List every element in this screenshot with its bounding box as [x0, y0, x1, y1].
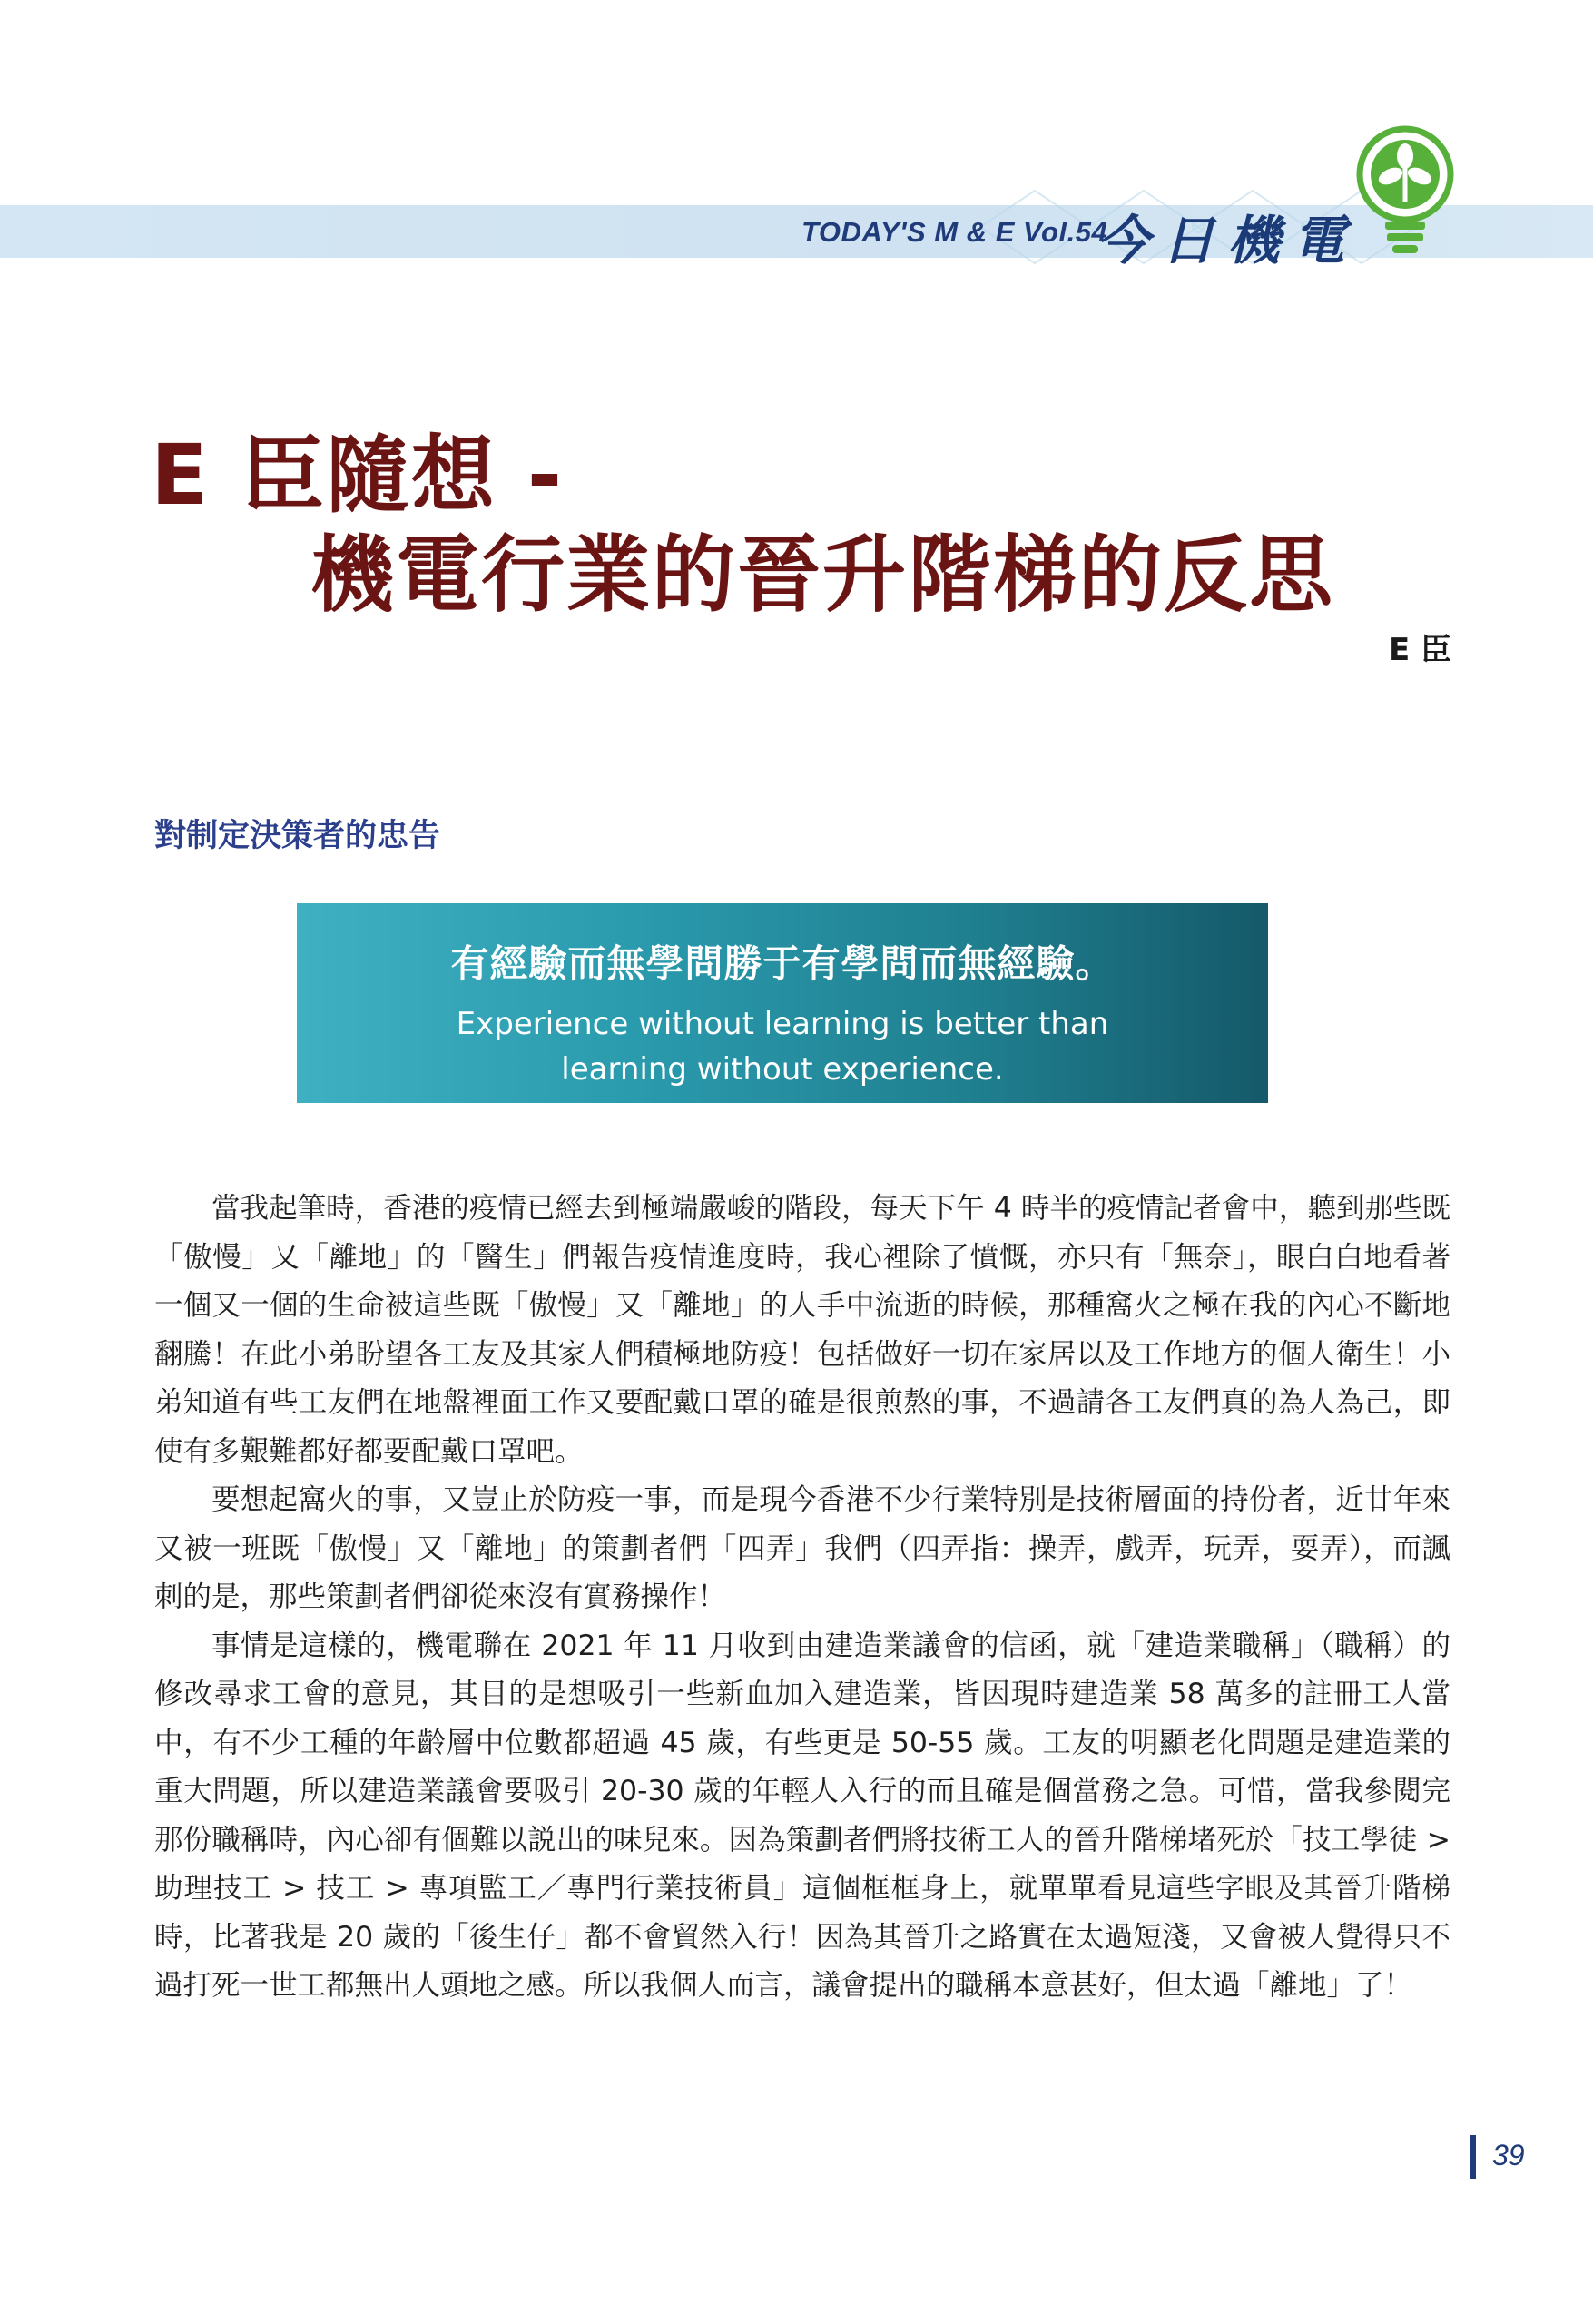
magazine-name-chinese: 今日機電 — [1096, 210, 1359, 271]
quote-english-line-2: learning without experience. — [561, 1051, 1004, 1088]
quote-banner — [297, 903, 1268, 1103]
body-paragraph: 當我起筆時，香港的疫情已經去到極端嚴峻的階段，每天下午 4 時半的疫情記者會中，聽到那些既「傲慢」又「離地」的「醫生」們報告疫情進度時，我心裡除了憤慨，亦只有「無奈」，眼白白地看著一個又一個的生命被這些既「傲慢」又「離地」的人手中流逝的時候，那種窩火之極在我的內心不斷地翻騰！在此小弟盼望各工友及其家人們積極地防疫！包括做好一切在家居以及工作地方的個人衛生！小弟知道有些工友們在地盤裡面工作又要配戴口罩的確是很煎熬的事，不過請各工友們真的為人為己，即使有多艱難都好都要配戴口罩吧。 — [154, 1192, 1450, 1468]
article-title-line-2: 機電行業的晉升階梯的反思 — [310, 527, 1335, 624]
article-body — [154, 1185, 1450, 2011]
page-number-bar — [1470, 2135, 1476, 2179]
quote-chinese: 有經驗而無學問勝于有學問而無經驗。 — [450, 941, 1115, 986]
author-name: E 臣 — [1388, 632, 1451, 668]
quote-english — [297, 1001, 1268, 1092]
body-paragraph: 事情是這樣的，機電聯在 2021 年 11 月收到由建造業議會的信函，就「建造業職稱」（職稱）的修改尋求工會的意見，其目的是想吸引一些新血加入建造業，皆因現時建造業 58 萬多的註冊工人當中，有不少工種的年齡層中位數都超過 45 歲，有些更是 50-55 歲。工友的明顯老化問題是建造業的重大問題，所以建造業議會要吸引 20-30 歲的年輕人入行的而且確是個當務之急。可惜，當我參閱完那份職稱時，內心卻有個難以説出的味兒來。因為策劃者們將技術工人的晉升階梯堵死於「技工學徒 > 助理技工 > 技工 > 專項監工／專門行業技術員」這個框框身上，就單單看見這些字眼及其晉升階梯時，比著我是 20 歲的「後生仔」都不會貿然入行！因為其晉升之路實在太過短淺，又會被人覺得只不過打死一世工都無出人頭地之感。所以我個人而言，議會提出的職稱本意甚好，但太過「離地」了！ — [154, 1629, 1450, 2002]
quote-english-line-1: Experience without learning is better than — [456, 1006, 1109, 1042]
article-title-line-1: E 臣隨想 - — [151, 427, 565, 524]
body-paragraph: 要想起窩火的事，又豈止於防疫一事，而是現今香港不少行業特別是技術層面的持份者，近廿年來又被一班既「傲慢」又「離地」的策劃者們「四弄」我們（四弄指：操弄，戲弄，玩弄，耍弄），而諷刺的是，那些策劃者們卻從來沒有實務操作！ — [154, 1483, 1450, 1613]
lightbulb-plant-icon — [1351, 123, 1460, 261]
section-heading: 對制定決策者的忠告 — [154, 818, 441, 854]
magazine-name: TODAY'S M & E Vol.54 — [801, 216, 1108, 248]
page-number: 39 — [1492, 2139, 1525, 2171]
